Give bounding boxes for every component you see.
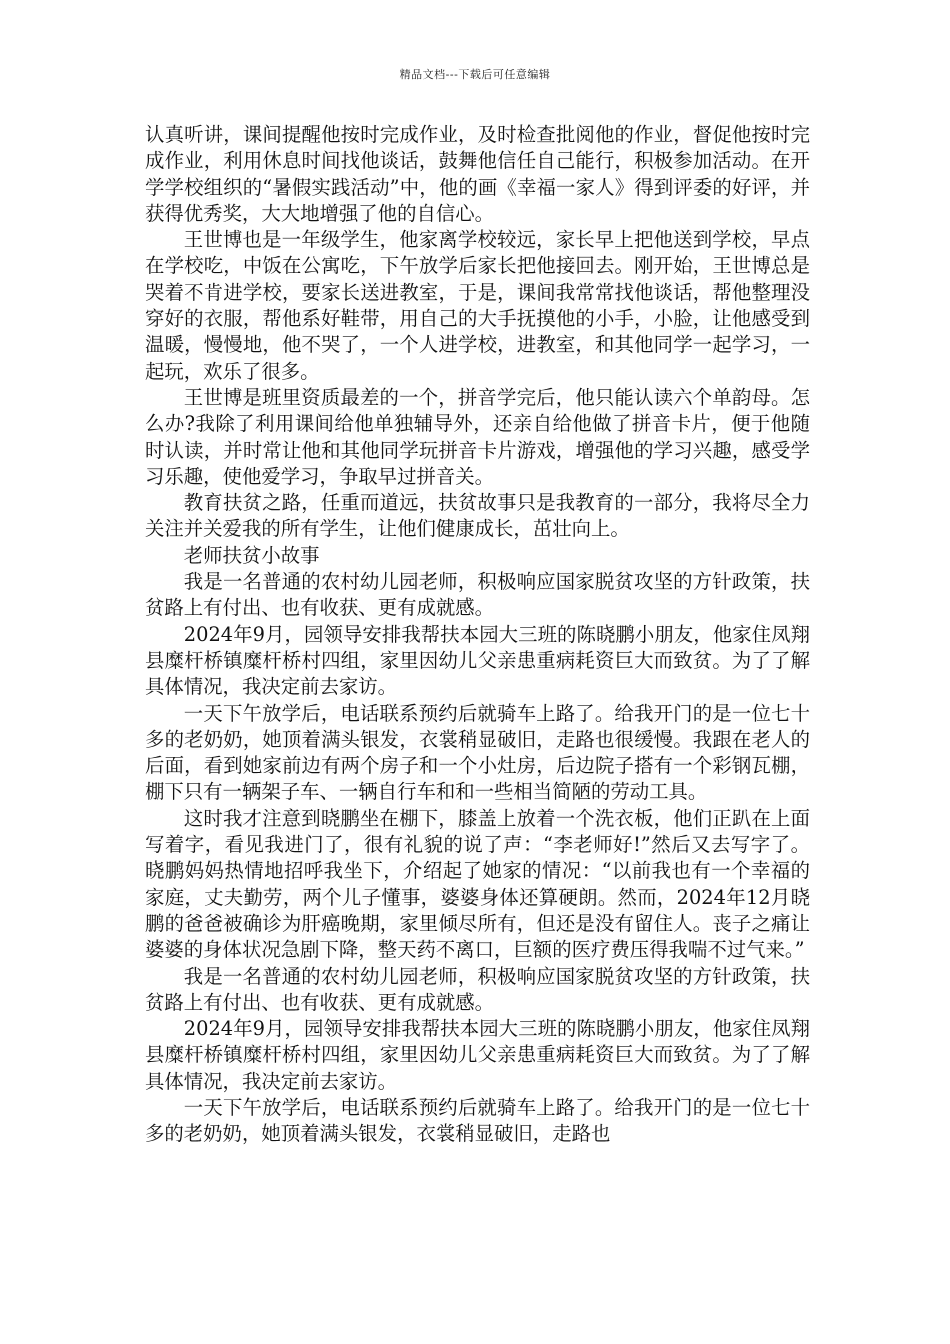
paragraph: 教育扶贫之路，任重而道远，扶贫故事只是我教育的一部分，我将尽全力关注并关爱我的所有学生，让他们健康成长，茁壮向上。 xyxy=(145,491,810,541)
paragraph: 王世博也是一年级学生，他家离学校较远，家长早上把他送到学校，早点在学校吃，中饭在公寓吃，下午放学后家长把他接回去。刚开始，王世博总是哭着不肯进学校，要家长送进教室，于是，课间我常常找他谈话，帮他整理没穿好的衣服，帮他系好鞋带，用自己的大手抚摸他的小手，小脸，让他感受到温暖，慢慢地，他不哭了，一个人进学校，进教室，和其他同学一起学习，一起玩，欢乐了很多。 xyxy=(145,228,810,383)
paragraph: 认真听讲，课间提醒他按时完成作业，及时检查批阅他的作业，督促他按时完成作业，利用休息时间找他谈话，鼓舞他信任自己能行，积极参加活动。在开学学校组织的“暑假实践活动”中，他的画《幸福一家人》得到评委的好评，并获得优秀奖，大大地增强了他的自信心。 xyxy=(145,123,810,225)
paragraph: 我是一名普通的农村幼儿园老师，积极响应国家脱贫攻坚的方针政策，扶贫路上有付出、也有收获、更有成就感。 xyxy=(145,570,810,620)
document-body xyxy=(145,122,810,1148)
paragraph: 王世博是班里资质最差的一个，拼音学完后，他只能认读六个单韵母。怎么办?我除了利用课间给他单独辅导外，还亲自给他做了拼音卡片，便于他随时认读，并时常让他和其他同学玩拼音卡片游戏，增强他的学习兴趣，感受学习乐趣，使他爱学习，争取早过拼音关。 xyxy=(145,385,810,488)
paragraph: 2024年9月，园领导安排我帮扶本园大三班的陈晓鹏小朋友，他家住凤翔县糜杆桥镇糜杆桥村四组，家里因幼儿父亲患重病耗资巨大而致贫。为了了解具体情况，我决定前去家访。 xyxy=(145,1017,810,1093)
paragraph: 一天下午放学后，电话联系预约后就骑车上路了。给我开门的是一位七十多的老奶奶，她顶着满头银发，衣裳稍显破旧，走路也 xyxy=(145,1095,810,1146)
section-title: 老师扶贫小故事 xyxy=(183,543,320,567)
paragraph: 我是一名普通的农村幼儿园老师，积极响应国家脱贫攻坚的方针政策，扶贫路上有付出、也有收获、更有成就感。 xyxy=(145,964,810,1014)
paragraph: 2024年9月，园领导安排我帮扶本园大三班的陈晓鹏小朋友，他家住凤翔县糜杆桥镇糜杆桥村四组，家里因幼儿父亲患重病耗资巨大而致贫。为了了解具体情况，我决定前去家访。 xyxy=(145,622,810,699)
paragraph: 一天下午放学后，电话联系预约后就骑车上路了。给我开门的是一位七十多的老奶奶，她顶着满头银发，衣裳稍显破旧，走路也很缓慢。我跟在老人的后面，看到她家前边有两个房子和一个小灶房，后边院子搭有一个彩钢瓦棚，棚下只有一辆架子车、一辆自行车和和一些相当简陋的劳动工具。 xyxy=(145,701,810,804)
page-header: 精品文档---下载后可任意编辑 xyxy=(399,68,551,81)
paragraph: 这时我才注意到晓鹏坐在棚下，膝盖上放着一个洗衣板，他们正趴在上面写着字，看见我进门了，很有礼貌的说了声：“李老师好!”然后又去写字了。晓鹏妈妈热情地招呼我坐下，介绍起了她家的情况：“以前我也有一个幸福的家庭，丈夫勤劳，两个儿子懂事，婆婆身体还算硬朗。然而，2024年12月晓鹏的爸爸被确诊为肝癌晚期，家里倾尽所有，但还是没有留住人。丧子之痛让婆婆的身体状况急剧下降，整天药不离口，巨额的医疗费压得我喘不过气来。” xyxy=(145,806,810,962)
